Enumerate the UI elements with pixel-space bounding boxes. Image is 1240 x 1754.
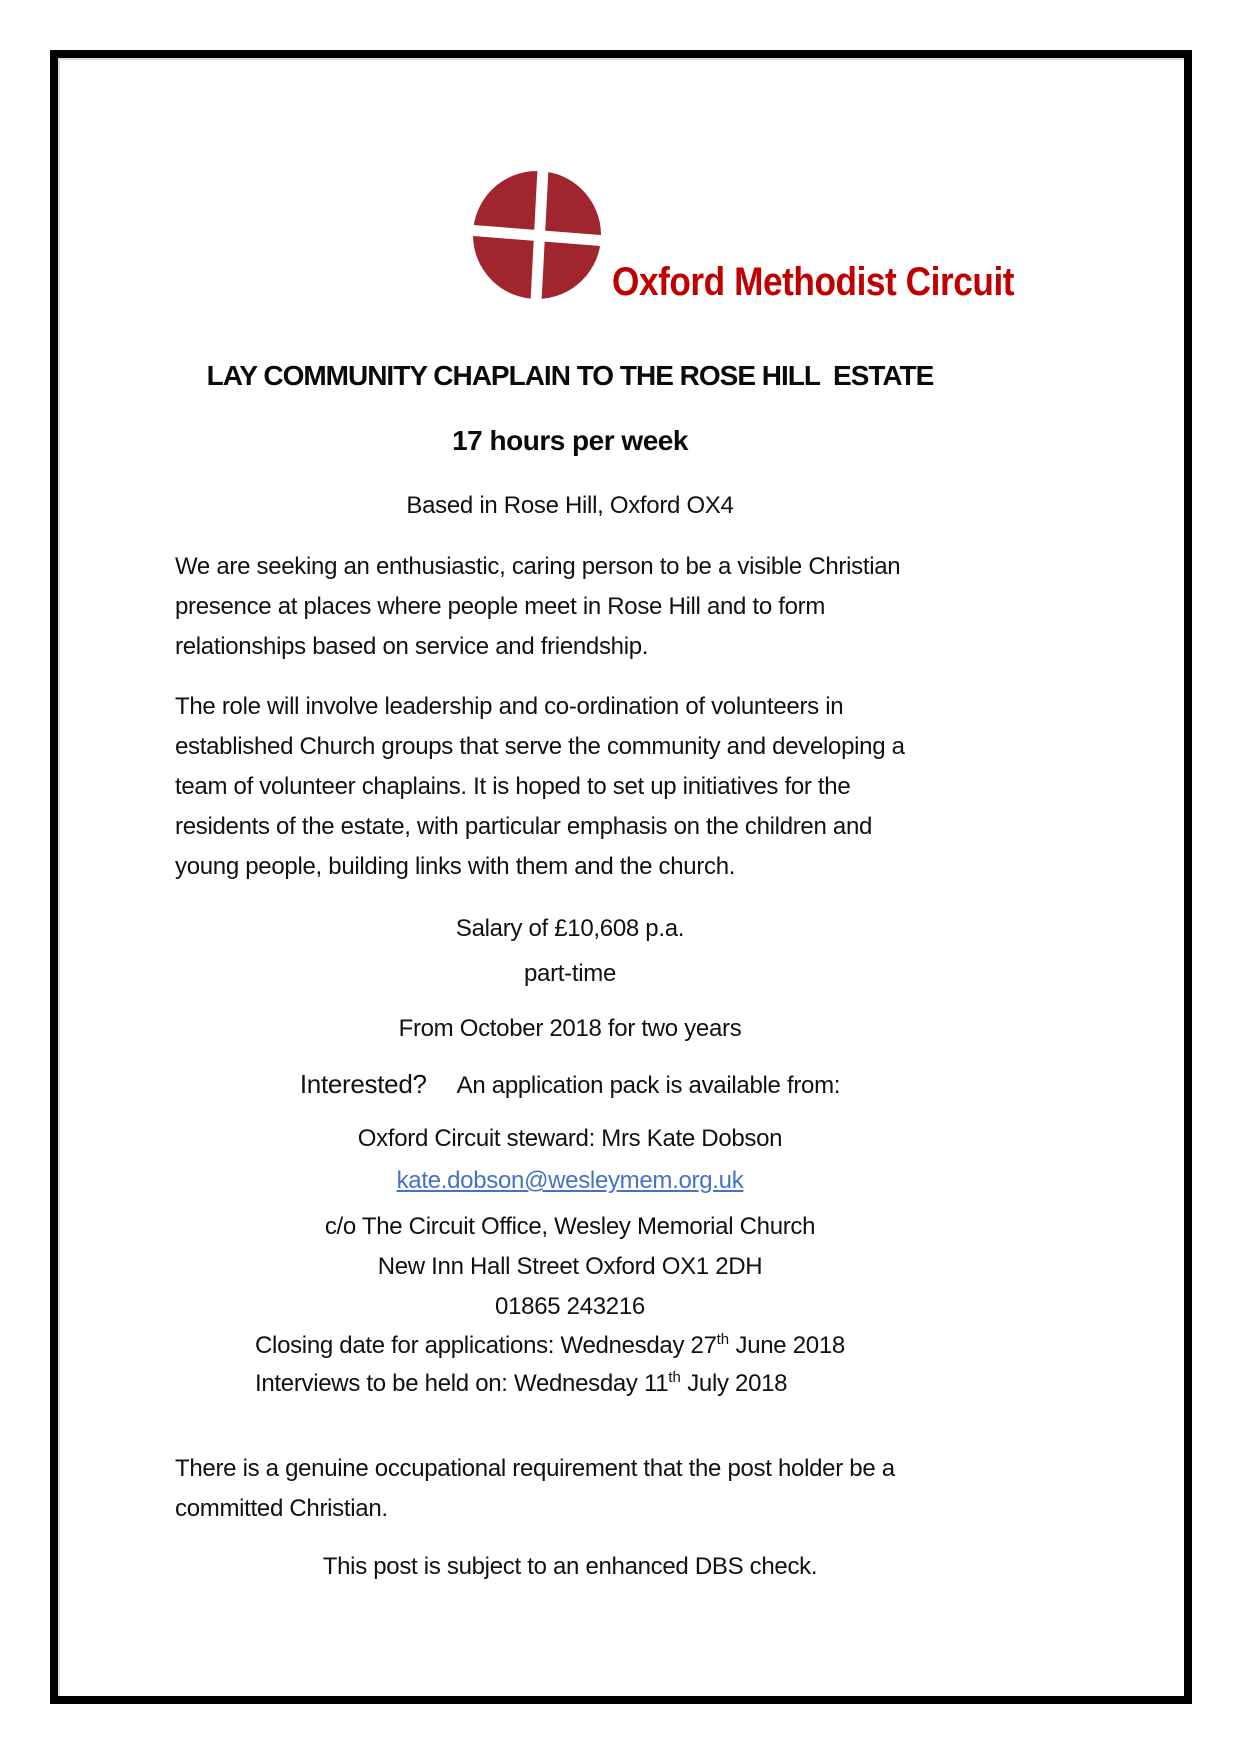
interested-line — [175, 1064, 965, 1106]
application-pack-label: An application pack is available from: — [456, 1072, 841, 1099]
salary-line: Salary of £10,608 p.a. — [455, 915, 685, 942]
job-heading: LAY COMMUNITY CHAPLAIN TO THE ROSE HILL ESTATE — [206, 360, 934, 391]
interview-date-ordinal: th — [668, 1369, 681, 1386]
duration-line: From October 2018 for two years — [398, 1015, 742, 1042]
interview-date-year: July 2018 — [680, 1370, 788, 1397]
job-location: Based in Rose Hill, Oxford OX4 — [406, 492, 734, 519]
role-paragraph: The role will involve leadership and co-ordination of volunteers in established Church groups that serve the community and developing a team of volunteer chaplains. It is hoped to set up initiatives for the residents of the estate, with particular emphasis on the children and young people, building links with them and the church. — [175, 693, 905, 880]
email-link[interactable]: kate.dobson@wesleymem.org.uk — [396, 1167, 744, 1194]
steward-line: Oxford Circuit steward: Mrs Kate Dobson — [357, 1125, 783, 1152]
closing-date-line — [255, 1326, 965, 1366]
occupational-requirement: There is a genuine occupational requirement that the post holder be a committed Christian. — [175, 1455, 895, 1522]
closing-date-year: June 2018 — [729, 1332, 845, 1359]
document-content — [175, 0, 1015, 1754]
interested-label: Interested? — [299, 1069, 427, 1099]
dbs-check-line: This post is subject to an enhanced DBS check. — [322, 1553, 818, 1580]
interview-date-text: Interviews to be held on: Wednesday 11 — [255, 1370, 669, 1397]
email-line — [175, 1161, 965, 1201]
orb-cross-icon — [472, 170, 602, 300]
intro-paragraph: We are seeking an enthusiastic, caring person to be a visible Christian presence at places where people meet in Rose Hill and to form relationships based on service and friendship. — [175, 553, 901, 660]
address-line-2: New Inn Hall Street Oxford OX1 2DH — [377, 1253, 763, 1280]
phone-line: 01865 243216 — [495, 1293, 645, 1320]
job-hours: 17 hours per week — [452, 425, 688, 456]
methodist-logo — [472, 170, 602, 300]
closing-date-ordinal: th — [716, 1331, 730, 1348]
page-title: Oxford Methodist Circuit — [612, 260, 1015, 304]
closing-date-text: Closing date for applications: Wednesday 27 — [255, 1332, 717, 1359]
address-line-1: c/o The Circuit Office, Wesley Memorial Church — [324, 1213, 816, 1240]
interview-date-line — [255, 1364, 965, 1404]
part-time-line: part-time — [524, 960, 616, 987]
